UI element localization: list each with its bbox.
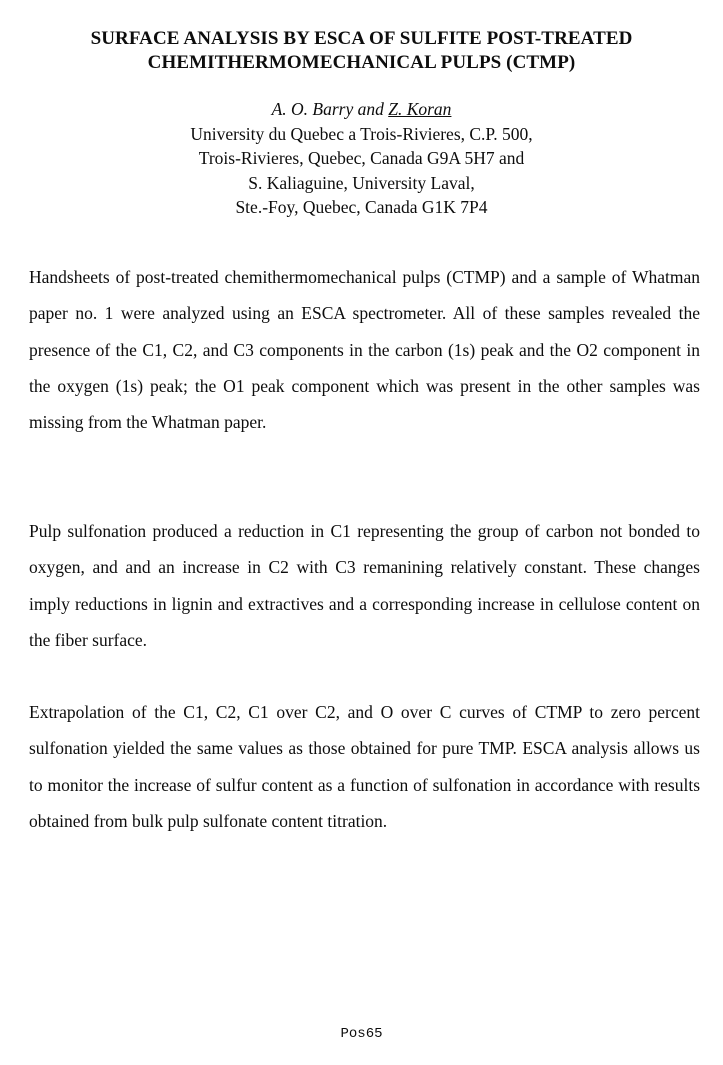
document-title <box>0 27 723 75</box>
title-line-1: SURFACE ANALYSIS BY ESCA OF SULFITE POST-TREATED <box>90 28 633 49</box>
affiliation-line-1: University du Quebec a Trois-Rivieres, C.P. 500, <box>190 123 533 144</box>
author-conjunction: and <box>353 99 389 119</box>
abstract-paragraph-2: Pulp sulfonation produced a reduction in C1 representing the group of carbon not bonded to oxygen, and and an increase in C2 with C3 remanining relatively constant. These changes imply reductions in lignin and extractives and a corresponding increase in cellulose content on the fiber surface. <box>29 521 700 650</box>
abstract-paragraph-3: Extrapolation of the C1, C2, C1 over C2, and O over C curves of CTMP to zero percent sulfonation yielded the same values as those obtained for pure TMP. ESCA analysis allows us to monitor the increase of sulfur content as a function of sulfonation in accordance with results obtained from bulk pulp sulfonate content titration. <box>29 702 700 831</box>
author-barry: A. O. Barry <box>271 99 354 119</box>
author-names <box>0 97 723 122</box>
abstract-paragraph-1: Handsheets of post-treated chemithermomechanical pulps (CTMP) and a sample of Whatman paper no. 1 were analyzed using an ESCA spectrometer. All of these samples revealed the presence of the C1, C2, and C3 components in the carbon (1s) peak and the O2 component in the oxygen (1s) peak; the O1 peak component which was present in the other samples was missing from the Whatman paper. <box>29 267 700 433</box>
title-line-2: CHEMITHERMOMECHANICAL PULPS (CTMP) <box>147 52 576 73</box>
affiliation-line-3: S. Kaliaguine, University Laval, <box>248 172 475 193</box>
affiliation-line-4: Ste.-Foy, Quebec, Canada G1K 7P4 <box>235 197 488 217</box>
author-block <box>0 97 723 220</box>
page-label: Pos65 <box>340 1026 383 1042</box>
author-koran: Z. Koran <box>388 99 452 119</box>
affiliation-line-2: Trois-Rivieres, Quebec, Canada G9A 5H7 and <box>198 148 525 168</box>
